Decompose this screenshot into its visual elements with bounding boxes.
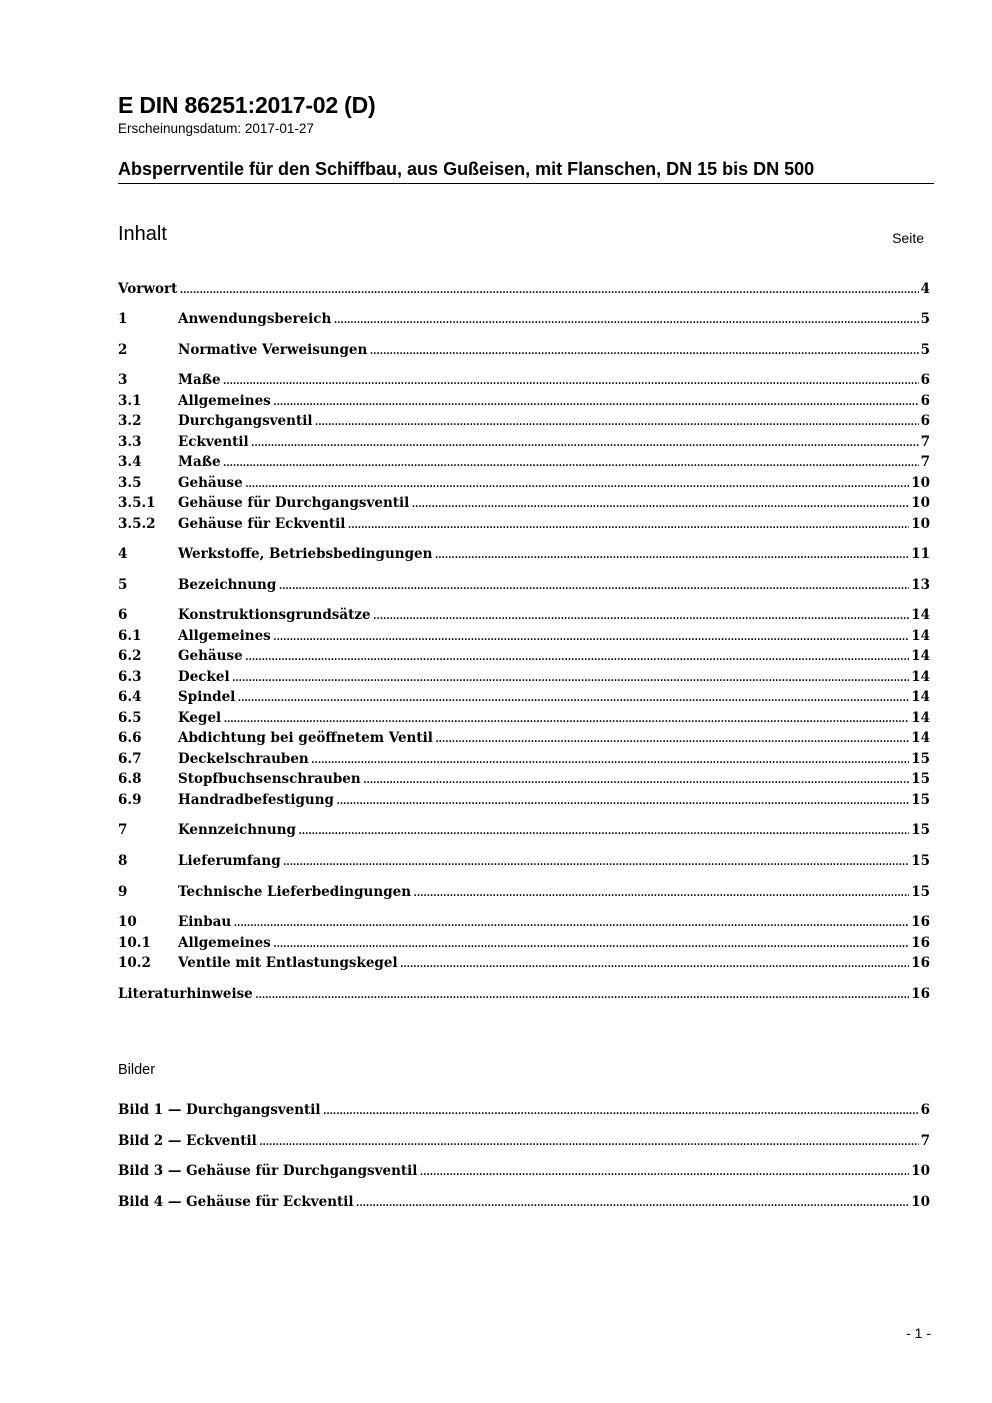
dot-leader [356,1194,910,1210]
dot-leader [223,372,919,388]
dot-leader [237,689,909,705]
toc-entry-title: Eckventil [178,434,249,450]
toc-entry[interactable] [118,648,930,668]
dot-leader [232,669,910,685]
toc-entry-number: 1 [118,311,128,327]
toc-entry-page: 16 [911,914,930,930]
toc-entry-title: Deckel [178,669,230,685]
dot-leader [333,311,918,327]
toc-entry-number: 3.1 [118,393,142,409]
toc-entry-number: 3.4 [118,454,142,470]
dot-leader [251,434,919,450]
toc-entry-page: 15 [911,792,930,808]
publication-date: Erscheinungsdatum: 2017-01-27 [118,121,314,136]
toc-entry-page: 7 [920,454,930,470]
toc-entry-page: 14 [911,628,930,644]
toc-entry-page: 15 [911,853,930,869]
toc-entry[interactable] [118,577,930,597]
toc-entry[interactable] [118,986,930,1006]
toc-entry[interactable] [118,607,930,627]
toc-entry-number: 4 [118,546,128,562]
toc-entry-number: 7 [118,822,128,838]
toc-entry-number: 9 [118,884,128,900]
toc-entry-title: Gehäuse [178,648,243,664]
toc-entry[interactable] [118,475,930,495]
toc-entry[interactable] [118,935,930,955]
document-id: E DIN 86251:2017-02 (D) [118,92,376,118]
page-column-label: Seite [892,230,924,246]
toc-entry-page: 14 [911,689,930,705]
toc-entry-number: 3 [118,372,128,388]
toc-entry-number: 6.1 [118,628,142,644]
dot-leader [283,853,910,869]
toc-entry-title: Einbau [178,914,232,930]
toc-entry-title: Vorwort [118,281,178,297]
toc-entry-title: Werkstoffe, Betriebsbedingungen [178,546,433,562]
toc-entry-number: 3.3 [118,434,142,450]
figure-entry[interactable] [118,1133,930,1153]
figure-entry-title: Bild 4 — Gehäuse für Eckventil [118,1194,354,1210]
toc-entry-page: 16 [911,986,930,1002]
toc-entry-page: 5 [920,311,930,327]
dot-leader [273,628,909,644]
dot-leader [347,516,909,532]
toc-entry-number: 6.3 [118,669,142,685]
page-number: - 1 - [906,1325,931,1341]
toc-entry[interactable] [118,393,930,413]
toc-entry[interactable] [118,454,930,474]
toc-entry[interactable] [118,546,930,566]
dot-leader [434,546,909,562]
dot-leader [255,986,909,1002]
toc-entry-page: 10 [911,475,930,491]
dot-leader [233,914,909,930]
toc-entry[interactable] [118,955,930,975]
toc-entry-number: 3.5.1 [118,495,156,511]
toc-entry[interactable] [118,853,930,873]
toc-entry-number: 6.4 [118,689,142,705]
toc-entry-title: Kegel [178,710,222,726]
toc-entry[interactable] [118,516,930,536]
dot-leader [323,1102,919,1118]
toc-entry-number: 6.8 [118,771,142,787]
toc-entry-page: 14 [911,730,930,746]
toc-entry-title: Allgemeines [178,628,271,644]
figure-entry-page: 7 [920,1133,930,1149]
dot-leader [298,822,909,838]
toc-entry-title: Allgemeines [178,935,271,951]
toc-entry[interactable] [118,311,930,331]
figures-heading: Bilder [118,1062,156,1078]
figure-entry-page: 10 [911,1194,930,1210]
toc-entry-title: Literaturhinweise [118,986,253,1002]
toc-entry-title: Maße [178,372,221,388]
figure-entry-page: 10 [911,1163,930,1179]
dot-leader [311,751,909,767]
toc-entry-number: 6.7 [118,751,142,767]
figure-entry[interactable] [118,1194,930,1214]
toc-entry[interactable] [118,914,930,934]
toc-entry[interactable] [118,792,930,812]
dot-leader [245,648,910,664]
toc-entry-page: 6 [920,393,930,409]
dot-leader [419,1163,909,1179]
toc-entry-number: 3.2 [118,413,142,429]
toc-entry-title: Ventile mit Entlastungskegel [178,955,398,971]
toc-entry[interactable] [118,822,930,842]
toc-entry-page: 14 [911,648,930,664]
toc-entry-number: 3.5.2 [118,516,156,532]
figure-entry-title: Bild 3 — Gehäuse für Durchgangsventil [118,1163,418,1179]
title-divider [118,183,934,184]
dot-leader [259,1133,919,1149]
toc-entry-number: 10.2 [118,955,151,971]
toc-entry-page: 13 [911,577,930,593]
toc-entry-page: 15 [911,771,930,787]
toc-entry-number: 10 [118,914,137,930]
toc-entry-title: Kennzeichnung [178,822,296,838]
dot-leader [411,495,909,511]
dot-leader [363,771,910,787]
toc-entry[interactable] [118,342,930,362]
toc-entry-title: Durchgangsventil [178,413,313,429]
toc-entry-page: 14 [911,669,930,685]
toc-entry-title: Bezeichnung [178,577,277,593]
toc-entry-title: Gehäuse für Eckventil [178,516,346,532]
toc-entry-number: 10.1 [118,935,151,951]
toc-entry-page: 15 [911,884,930,900]
dot-leader [413,884,909,900]
toc-entry[interactable] [118,730,930,750]
document-title: Absperrventile für den Schiffbau, aus Gußeisen, mit Flanschen, DN 15 bis DN 500 [118,159,815,179]
toc-entry[interactable] [118,434,930,454]
toc-entry-title: Konstruktionsgrundsätze [178,607,371,623]
toc-entry[interactable] [118,413,930,433]
dot-leader [373,607,910,623]
dot-leader [369,342,918,358]
toc-entry[interactable] [118,495,930,515]
toc-entry-title: Handradbefestigung [178,792,334,808]
toc-entry-number: 6.6 [118,730,142,746]
dot-leader [273,393,919,409]
toc-entry-number: 3.5 [118,475,142,491]
toc-entry-page: 5 [920,342,930,358]
toc-entry-page: 6 [920,372,930,388]
toc-entry-title: Anwendungsbereich [178,311,332,327]
toc-entry-title: Deckelschrauben [178,751,309,767]
toc-entry-page: 15 [911,822,930,838]
toc-entry[interactable] [118,771,930,791]
dot-leader [278,577,909,593]
toc-entry[interactable] [118,281,930,301]
toc-entry-number: 6.2 [118,648,142,664]
toc-entry-page: 15 [911,751,930,767]
toc-entry[interactable] [118,669,930,689]
dot-leader [245,475,910,491]
toc-entry-page: 6 [920,413,930,429]
dot-leader [435,730,909,746]
toc-entry[interactable] [118,710,930,730]
figure-entry-title: Bild 2 — Eckventil [118,1133,257,1149]
dot-leader [336,792,909,808]
toc-entry[interactable] [118,884,930,904]
toc-entry-number: 8 [118,853,128,869]
dot-leader [179,281,918,297]
figure-entry[interactable] [118,1102,930,1122]
contents-heading: Inhalt [118,223,167,245]
toc-entry-page: 16 [911,935,930,951]
toc-entry-page: 7 [920,434,930,450]
figure-entry[interactable] [118,1163,930,1183]
toc-entry-number: 6.9 [118,792,142,808]
toc-entry-title: Abdichtung bei geöffnetem Ventil [178,730,433,746]
dot-leader [400,955,910,971]
toc-entry-page: 10 [911,516,930,532]
toc-entry-page: 10 [911,495,930,511]
dot-leader [273,935,909,951]
figure-entry-title: Bild 1 — Durchgangsventil [118,1102,321,1118]
toc-entry-title: Normative Verweisungen [178,342,368,358]
toc-entry-number: 6.5 [118,710,142,726]
toc-entry-title: Spindel [178,689,236,705]
toc-entry-title: Gehäuse [178,475,243,491]
dot-leader [314,413,918,429]
toc-entry-page: 16 [911,955,930,971]
toc-entry[interactable] [118,689,930,709]
toc-entry-page: 4 [920,281,930,297]
toc-entry-title: Lieferumfang [178,853,281,869]
toc-entry-number: 6 [118,607,128,623]
dot-leader [223,710,909,726]
figure-entry-page: 6 [920,1102,930,1118]
toc-entry-title: Technische Lieferbedingungen [178,884,412,900]
toc-entry-page: 14 [911,710,930,726]
toc-entry-page: 11 [911,546,930,562]
toc-entry-title: Stopfbuchsenschrauben [178,771,361,787]
toc-entry-page: 14 [911,607,930,623]
toc-entry-title: Gehäuse für Durchgangsventil [178,495,410,511]
toc-entry[interactable] [118,372,930,392]
toc-entry-number: 2 [118,342,128,358]
dot-leader [223,454,919,470]
toc-entry-number: 5 [118,577,128,593]
toc-entry-title: Maße [178,454,221,470]
toc-entry[interactable] [118,628,930,648]
toc-entry[interactable] [118,751,930,771]
toc-entry-title: Allgemeines [178,393,271,409]
